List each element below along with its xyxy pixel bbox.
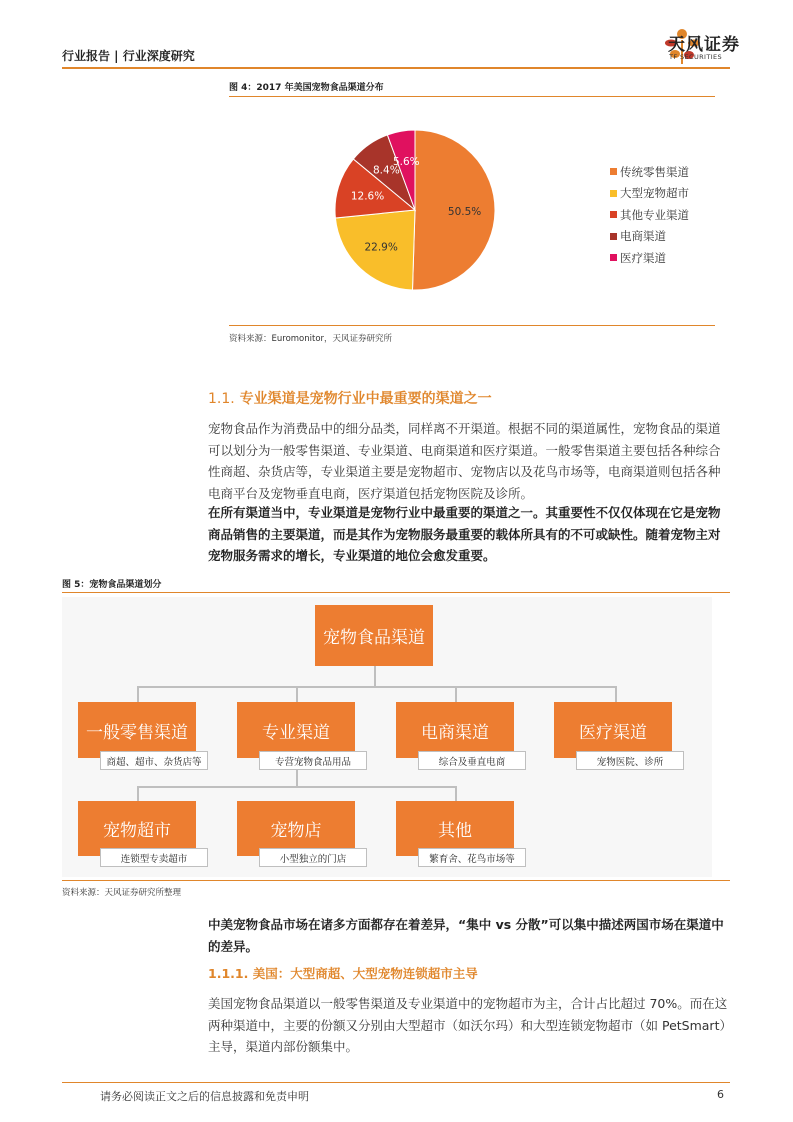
org-root-node: 宠物食品渠道 <box>315 605 433 666</box>
pie-data-label: 50.5% <box>447 205 482 218</box>
pie-data-label: 5.6% <box>392 156 420 169</box>
chart-legend <box>610 161 689 269</box>
legend-item <box>610 247 689 269</box>
figure5-bottom-rule <box>62 880 730 881</box>
org-node-desc: 商超、超市、杂货店等 <box>100 751 208 770</box>
figure4-source: 资料来源：Euromonitor，天风证券研究所 <box>229 334 393 344</box>
legend-swatch <box>610 233 617 240</box>
header-rule <box>62 67 730 69</box>
legend-label: 电商渠道 <box>620 229 666 244</box>
org-node-desc: 宠物医院、诊所 <box>576 751 684 770</box>
org-node-pet-supermarket: 宠物超市 <box>78 801 196 856</box>
org-node-desc: 专营宠物食品用品 <box>259 751 367 770</box>
connector-line <box>455 786 457 801</box>
pie-data-label: 12.6% <box>350 190 385 203</box>
org-node-desc: 小型独立的门店 <box>259 848 367 867</box>
pie-data-label: 8.4% <box>373 164 400 177</box>
connector-line <box>137 686 617 688</box>
section-heading <box>208 388 492 408</box>
legend-swatch <box>610 190 617 197</box>
pie-data-label: 22.9% <box>364 241 398 254</box>
connector-line <box>296 686 298 702</box>
legend-label: 其他专业渠道 <box>620 207 689 222</box>
paragraph-us-market: 美国宠物食品渠道以一般零售渠道及专业渠道中的宠物超市为主，合计占比超过 70%。而在这两种渠道中，主要的份额又分别由大型超市（如沃尔玛）和大型连锁宠物超市（如 PetSmart）主导，渠道内部份额集中。 <box>208 996 728 1054</box>
paragraph-market-difference: 中美宠物食品市场在诸多方面都存在着差异，“集中 vs 分散”可以集中描述两国市场在渠道中的差异。 <box>208 917 724 954</box>
legend-label: 医疗渠道 <box>620 250 666 265</box>
brand-name-en: TF SECURITIES <box>669 53 723 61</box>
org-node-desc: 连锁型专卖超市 <box>100 848 208 867</box>
connector-line <box>137 686 139 702</box>
legend-swatch <box>610 254 617 261</box>
paragraph-channels: 宠物食品作为消费品中的细分品类，同样离不开渠道。根据不同的渠道属性，宠物食品的渠道可以划分为一般零售渠道、专业渠道、电商渠道和医疗渠道。一般零售渠道主要包括各种综合性商超、杂货店等，专业渠道主要是宠物超市、宠物店以及花鸟市场等，电商渠道则包括各种电商平台及宠物垂直电商，医疗渠道包括宠物医院及诊所。 <box>208 421 721 501</box>
legend-item <box>610 204 689 226</box>
legend-swatch <box>610 168 617 175</box>
org-node-desc: 繁育舍、花鸟市场等 <box>418 848 526 867</box>
figure4-top-rule <box>229 96 715 97</box>
subsection-heading: 1.1.1. 美国：大型商超、大型宠物连锁超市主导 <box>208 966 478 981</box>
org-node-general-retail: 一般零售渠道 <box>78 702 196 758</box>
legend-item <box>610 183 689 205</box>
connector-line <box>615 686 617 702</box>
org-node-desc: 综合及垂直电商 <box>418 751 526 770</box>
org-node-professional: 专业渠道 <box>237 702 355 758</box>
footer-rule <box>62 1082 730 1083</box>
org-node-pet-store: 宠物店 <box>237 801 355 856</box>
legend-label: 传统零售渠道 <box>620 164 689 179</box>
footer-disclaimer: 请务必阅读正文之后的信息披露和免责申明 <box>100 1090 309 1103</box>
figure5-title: 图 5：宠物食品渠道划分 <box>62 580 162 590</box>
section-number: 1.1. <box>208 391 235 407</box>
figure5-top-rule <box>62 592 730 593</box>
org-node-other: 其他 <box>396 801 514 856</box>
figure4-title: 图 4：2017 年美国宠物食品渠道分布 <box>229 83 384 93</box>
legend-swatch <box>610 211 617 218</box>
figure4-bottom-rule <box>229 325 715 326</box>
legend-label: 大型宠物超市 <box>620 186 689 201</box>
connector-line <box>455 686 457 702</box>
pie-chart <box>330 125 500 295</box>
org-node-medical: 医疗渠道 <box>554 702 672 758</box>
org-node-ecommerce: 电商渠道 <box>396 702 514 758</box>
legend-item <box>610 161 689 183</box>
brand-name: 天风证券 <box>668 35 740 55</box>
connector-line <box>374 666 376 686</box>
connector-line <box>137 786 139 801</box>
legend-item <box>610 226 689 248</box>
figure5-source: 资料来源：天风证券研究所整理 <box>62 888 182 898</box>
report-type-label: 行业报告 | 行业深度研究 <box>62 49 195 63</box>
section-title: 专业渠道是宠物行业中最重要的渠道之一 <box>239 391 492 407</box>
page-number: 6 <box>717 1088 724 1101</box>
connector-line <box>296 768 298 786</box>
paragraph-professional-channel: 在所有渠道当中，专业渠道是宠物行业中最重要的渠道之一。其重要性不仅仅体现在它是宠物商品销售的主要渠道，而是其作为宠物服务最重要的载体所具有的不可或缺性。随着宠物主对宠物服务需求的增长，专业渠道的地位会愈发重要。 <box>208 505 721 563</box>
connector-line <box>137 786 457 788</box>
